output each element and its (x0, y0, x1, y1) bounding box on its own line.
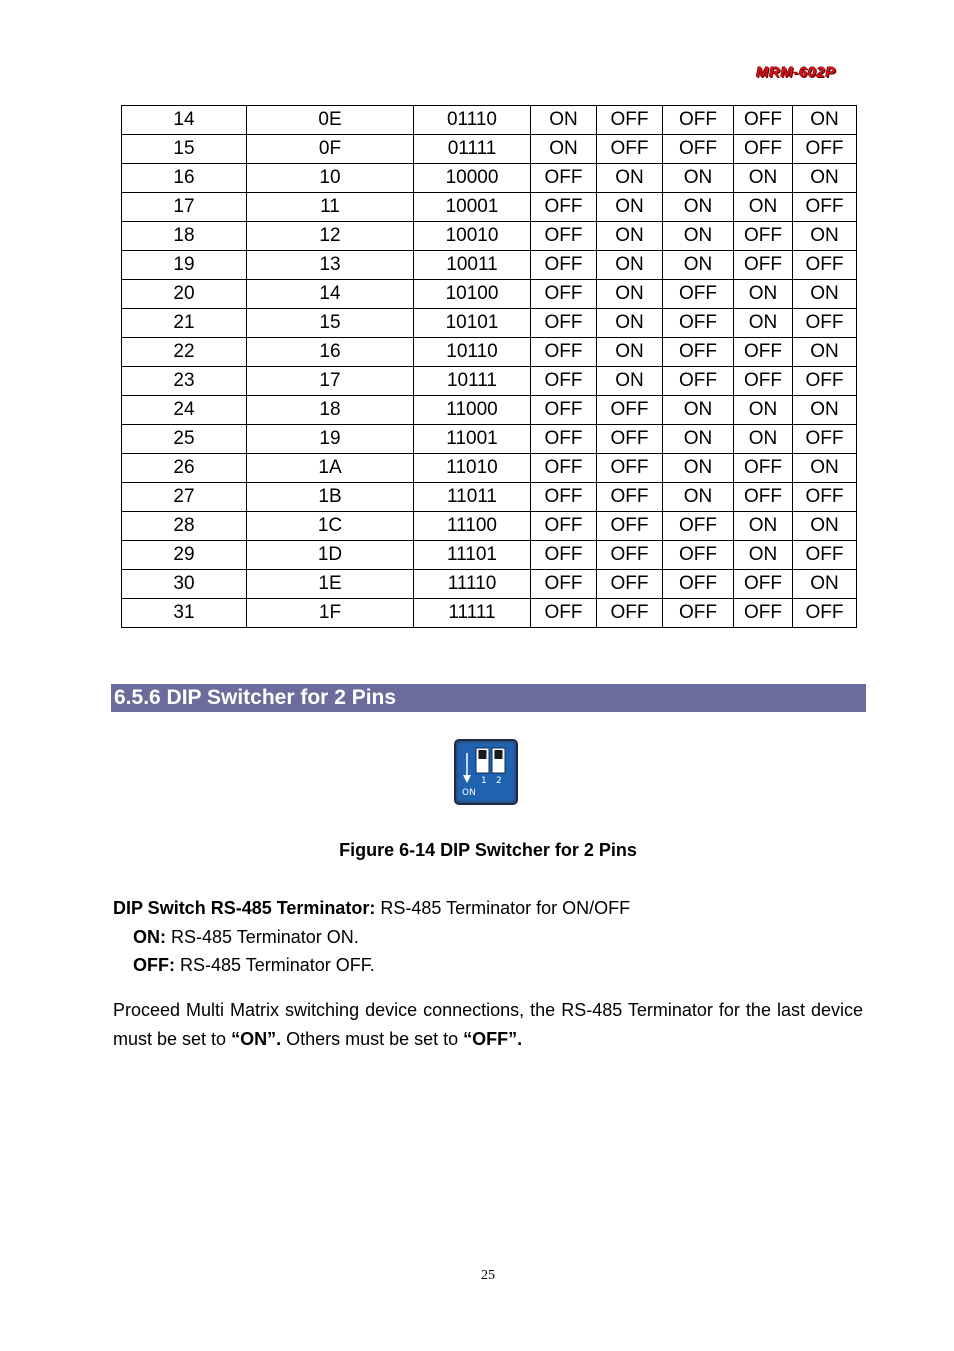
terminator-line: DIP Switch RS-485 Terminator: RS-485 Terminator for ON/OFF (113, 898, 631, 918)
table-cell: ON (793, 222, 857, 251)
table-cell: ON (734, 280, 793, 309)
table-cell: OFF (597, 454, 663, 483)
table-cell: OFF (793, 541, 857, 570)
dip-switch-icon (454, 739, 518, 805)
table-cell: 11010 (414, 454, 531, 483)
table-cell: OFF (734, 483, 793, 512)
table-cell: 16 (247, 338, 414, 367)
table-cell: 17 (122, 193, 247, 222)
table-cell: OFF (597, 512, 663, 541)
table-cell: OFF (663, 106, 734, 135)
table-cell: OFF (531, 280, 597, 309)
table-cell: ON (597, 309, 663, 338)
table-cell: 19 (122, 251, 247, 280)
table-cell: 11100 (414, 512, 531, 541)
table-cell: 21 (122, 309, 247, 338)
table-cell: 1A (247, 454, 414, 483)
table-row (122, 106, 857, 135)
table-cell: 0E (247, 106, 414, 135)
table-cell: 27 (122, 483, 247, 512)
table-cell: OFF (663, 512, 734, 541)
table-cell: ON (793, 454, 857, 483)
table-cell: ON (793, 106, 857, 135)
table-cell: OFF (734, 454, 793, 483)
table-cell: OFF (597, 541, 663, 570)
on-line: ON: RS-485 Terminator ON. (133, 927, 359, 947)
table-cell: 10010 (414, 222, 531, 251)
table-cell: OFF (793, 309, 857, 338)
table-cell: 10100 (414, 280, 531, 309)
table-cell: ON (663, 454, 734, 483)
table-cell: 14 (247, 280, 414, 309)
table-row (122, 570, 857, 599)
svg-text:ON: ON (462, 788, 476, 798)
table-cell: 24 (122, 396, 247, 425)
table-cell: OFF (531, 570, 597, 599)
table-cell: OFF (734, 599, 793, 628)
table-cell: 29 (122, 541, 247, 570)
table-row (122, 222, 857, 251)
table-cell: OFF (793, 367, 857, 396)
table-cell: ON (793, 396, 857, 425)
table-row (122, 599, 857, 628)
off-line: OFF: RS-485 Terminator OFF. (133, 955, 375, 975)
table-cell: 10 (247, 164, 414, 193)
table-cell: ON (597, 222, 663, 251)
table-body (122, 106, 857, 628)
table-cell: 10000 (414, 164, 531, 193)
table-cell: 31 (122, 599, 247, 628)
table-row (122, 309, 857, 338)
table-cell: OFF (663, 541, 734, 570)
table-cell: OFF (663, 309, 734, 338)
table-cell: OFF (793, 599, 857, 628)
table-cell: OFF (734, 570, 793, 599)
table-cell: ON (597, 338, 663, 367)
table-cell: OFF (531, 599, 597, 628)
table-cell: OFF (597, 106, 663, 135)
table-cell: ON (597, 251, 663, 280)
table-cell: ON (663, 251, 734, 280)
table-cell: ON (734, 193, 793, 222)
table-cell: 1F (247, 599, 414, 628)
table-row (122, 280, 857, 309)
table-cell: OFF (531, 367, 597, 396)
table-cell: OFF (597, 570, 663, 599)
table-cell: OFF (663, 135, 734, 164)
table-cell: 17 (247, 367, 414, 396)
table-cell: ON (734, 309, 793, 338)
table-cell: OFF (793, 193, 857, 222)
table-cell: 1E (247, 570, 414, 599)
table-cell: OFF (531, 222, 597, 251)
table-cell: ON (734, 425, 793, 454)
table-cell: OFF (597, 425, 663, 454)
table-cell: 28 (122, 512, 247, 541)
table-row (122, 483, 857, 512)
table-cell: ON (663, 222, 734, 251)
table-cell: OFF (531, 338, 597, 367)
table-cell: ON (531, 106, 597, 135)
table-cell: ON (531, 135, 597, 164)
table-cell: 12 (247, 222, 414, 251)
table-cell: ON (734, 396, 793, 425)
table-cell: OFF (531, 425, 597, 454)
svg-text:1: 1 (481, 776, 487, 786)
table-cell: ON (734, 512, 793, 541)
table-cell: 10101 (414, 309, 531, 338)
table-cell: 11101 (414, 541, 531, 570)
table-cell: OFF (793, 135, 857, 164)
table-cell: 10001 (414, 193, 531, 222)
table-cell: 16 (122, 164, 247, 193)
table-row (122, 512, 857, 541)
page-number: 25 (481, 1268, 495, 1283)
table-row (122, 135, 857, 164)
table-cell: OFF (793, 483, 857, 512)
table-cell: ON (734, 541, 793, 570)
table-row (122, 396, 857, 425)
table-cell: 10110 (414, 338, 531, 367)
table-cell: OFF (663, 338, 734, 367)
table-cell: OFF (734, 135, 793, 164)
table-cell: OFF (663, 570, 734, 599)
table-cell: 01111 (414, 135, 531, 164)
table-cell: ON (663, 483, 734, 512)
table-cell: 1C (247, 512, 414, 541)
table-cell: 30 (122, 570, 247, 599)
table-cell: ON (597, 280, 663, 309)
table-cell: OFF (531, 541, 597, 570)
svg-text:2: 2 (496, 776, 502, 786)
table-row (122, 454, 857, 483)
table-cell: 20 (122, 280, 247, 309)
table-cell: OFF (734, 338, 793, 367)
table-cell: ON (793, 512, 857, 541)
table-cell: OFF (531, 483, 597, 512)
table-cell: ON (597, 164, 663, 193)
table-cell: OFF (734, 222, 793, 251)
table-cell: OFF (597, 396, 663, 425)
table-cell: 15 (122, 135, 247, 164)
table-cell: OFF (531, 396, 597, 425)
table-cell: OFF (663, 280, 734, 309)
table-cell: 18 (122, 222, 247, 251)
table-cell: 10111 (414, 367, 531, 396)
table-cell: ON (597, 367, 663, 396)
table-cell: ON (663, 425, 734, 454)
instruction-paragraph: Proceed Multi Matrix switching device connections, the RS-485 Terminator for the last device must be set to “ON”. Others must be set to “OFF”. (113, 1000, 863, 1049)
table-row (122, 251, 857, 280)
table-cell: ON (793, 164, 857, 193)
table-cell: 11110 (414, 570, 531, 599)
table-row (122, 541, 857, 570)
table-cell: 1B (247, 483, 414, 512)
table-cell: OFF (531, 193, 597, 222)
table-cell: 10011 (414, 251, 531, 280)
header-logo: MRM-602P (756, 64, 836, 81)
table-cell: ON (597, 193, 663, 222)
table-cell: OFF (793, 425, 857, 454)
table-cell: OFF (597, 599, 663, 628)
table-cell: 22 (122, 338, 247, 367)
table-row (122, 164, 857, 193)
table-cell: ON (734, 164, 793, 193)
table-cell: OFF (793, 251, 857, 280)
table-row (122, 367, 857, 396)
table-row (122, 425, 857, 454)
table-cell: 18 (247, 396, 414, 425)
table-cell: ON (663, 193, 734, 222)
table-cell: 19 (247, 425, 414, 454)
table-cell: 11000 (414, 396, 531, 425)
table-cell: OFF (531, 309, 597, 338)
table-cell: 13 (247, 251, 414, 280)
table-cell: ON (663, 396, 734, 425)
table-cell: OFF (734, 251, 793, 280)
table-cell: OFF (531, 512, 597, 541)
table-cell: OFF (734, 106, 793, 135)
table-cell: OFF (531, 454, 597, 483)
dip-switch-table (121, 105, 857, 628)
table-cell: 11 (247, 193, 414, 222)
table-cell: 0F (247, 135, 414, 164)
table-cell: 15 (247, 309, 414, 338)
figure-caption: Figure 6-14 DIP Switcher for 2 Pins (339, 840, 637, 860)
table-cell: 26 (122, 454, 247, 483)
table-row (122, 193, 857, 222)
table-cell: 14 (122, 106, 247, 135)
table-cell: ON (793, 280, 857, 309)
table-cell: OFF (663, 367, 734, 396)
table-cell: OFF (734, 367, 793, 396)
table-cell: 11001 (414, 425, 531, 454)
table-cell: 25 (122, 425, 247, 454)
table-cell: 23 (122, 367, 247, 396)
table-row (122, 338, 857, 367)
table-cell: OFF (531, 164, 597, 193)
table-cell: ON (663, 164, 734, 193)
table-cell: OFF (597, 483, 663, 512)
table-cell: 01110 (414, 106, 531, 135)
table-cell: OFF (663, 599, 734, 628)
table-cell: OFF (531, 251, 597, 280)
table-cell: OFF (597, 135, 663, 164)
section-heading: 6.5.6 DIP Switcher for 2 Pins (111, 684, 866, 712)
table-cell: ON (793, 570, 857, 599)
table-cell: ON (793, 338, 857, 367)
table-cell: 11011 (414, 483, 531, 512)
table-cell: 1D (247, 541, 414, 570)
table-cell: 11111 (414, 599, 531, 628)
